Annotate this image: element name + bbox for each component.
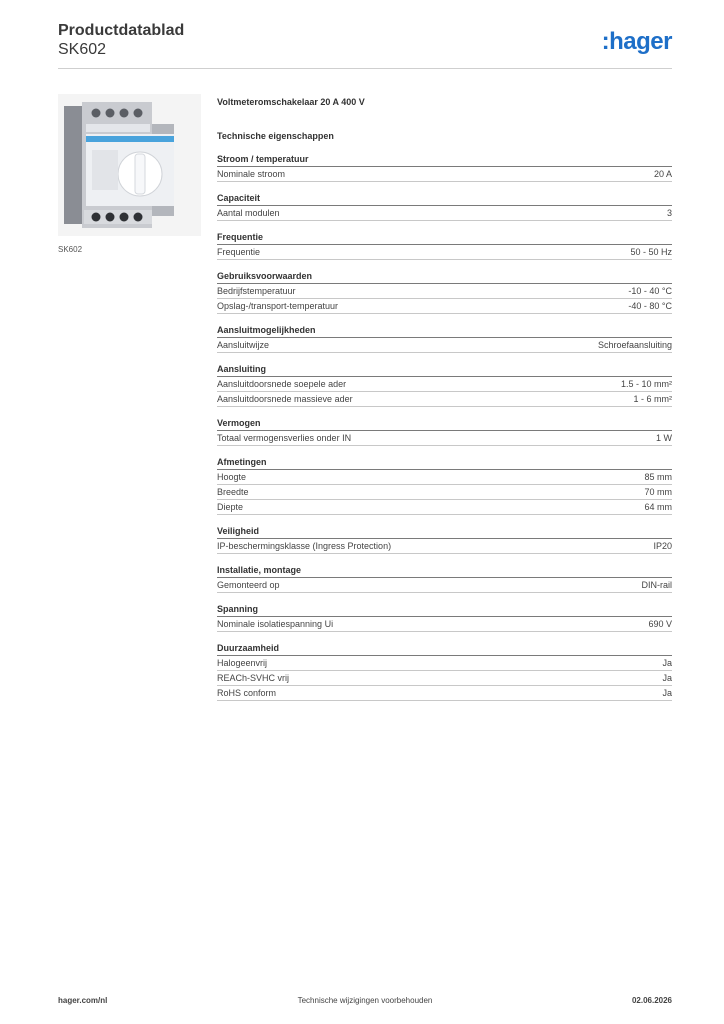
spec-group — [217, 642, 672, 701]
spec-label: Nominale isolatiespanning Ui — [217, 619, 334, 629]
spec-value: IP20 — [653, 541, 672, 551]
spec-group — [217, 231, 672, 260]
spec-value: Ja — [662, 658, 672, 668]
spec-label: RoHS conform — [217, 688, 277, 698]
spec-label: Diepte — [217, 502, 244, 512]
spec-row — [217, 500, 672, 515]
spec-label: Aantal modulen — [217, 208, 280, 218]
switch-device-illustration — [58, 94, 201, 236]
spec-row — [217, 656, 672, 671]
spec-row — [217, 578, 672, 593]
spec-row — [217, 299, 672, 314]
spec-label: Frequentie — [217, 247, 261, 257]
group-title: Capaciteit — [217, 192, 672, 206]
page-footer — [58, 996, 672, 1012]
spec-value: 1 W — [655, 433, 672, 443]
spec-label: Hoogte — [217, 472, 247, 482]
spec-groups — [217, 153, 672, 701]
spec-value: 690 V — [648, 619, 672, 629]
spec-value: Ja — [662, 673, 672, 683]
spec-group — [217, 153, 672, 182]
group-title: Aansluitmogelijkheden — [217, 324, 672, 338]
product-code: SK602 — [58, 41, 107, 58]
group-title: Duurzaamheid — [217, 642, 672, 656]
spec-value: DIN-rail — [641, 580, 672, 590]
spec-label: Aansluitwijze — [217, 340, 270, 350]
page-title: Productdatablad — [58, 22, 185, 39]
group-title: Veiligheid — [217, 525, 672, 539]
section-title: Technische eigenschappen — [217, 131, 334, 141]
spec-value: 20 A — [653, 169, 672, 179]
spec-label: Nominale stroom — [217, 169, 286, 179]
spec-row — [217, 539, 672, 554]
spec-row — [217, 392, 672, 407]
spec-row — [217, 671, 672, 686]
spec-value: 3 — [666, 208, 672, 218]
spec-row — [217, 377, 672, 392]
website-link[interactable]: hager.com/nl — [58, 996, 108, 1005]
spec-label: Gemonteerd op — [217, 580, 280, 590]
group-title: Afmetingen — [217, 456, 672, 470]
spec-value: 64 mm — [644, 502, 672, 512]
group-title: Installatie, montage — [217, 564, 672, 578]
spec-group — [217, 417, 672, 446]
image-caption: SK602 — [58, 245, 83, 254]
spec-row — [217, 338, 672, 353]
spec-row — [217, 284, 672, 299]
spec-group — [217, 456, 672, 515]
spec-row — [217, 431, 672, 446]
spec-group — [217, 564, 672, 593]
spec-label: Opslag-/transport-temperatuur — [217, 301, 339, 311]
product-name: Voltmeteromschakelaar 20 A 400 V — [217, 97, 365, 107]
hager-logo: :hager — [601, 28, 672, 55]
disclaimer: Technische wijzigingen voorbehouden — [297, 996, 433, 1005]
spec-group — [217, 363, 672, 407]
spec-row — [217, 485, 672, 500]
spec-value: Schroefaansluiting — [597, 340, 672, 350]
spec-value: Ja — [662, 688, 672, 698]
spec-label: IP-beschermingsklasse (Ingress Protection) — [217, 541, 392, 551]
spec-label: Bedrijfstemperatuur — [217, 286, 296, 296]
page-header — [58, 22, 672, 69]
spec-row — [217, 470, 672, 485]
group-title: Spanning — [217, 603, 672, 617]
spec-group — [217, 270, 672, 314]
spec-row — [217, 617, 672, 632]
spec-value: 85 mm — [644, 472, 672, 482]
spec-label: Halogeenvrij — [217, 658, 268, 668]
spec-label: Breedte — [217, 487, 249, 497]
product-image — [58, 94, 201, 236]
spec-row — [217, 245, 672, 260]
date: 02.06.2026 — [631, 996, 672, 1005]
group-title: Vermogen — [217, 417, 672, 431]
spec-row — [217, 686, 672, 701]
spec-label: REACh-SVHC vrij — [217, 673, 290, 683]
spec-label: Totaal vermogensverlies onder IN — [217, 433, 352, 443]
spec-group — [217, 192, 672, 221]
spec-content — [217, 95, 672, 701]
group-title: Stroom / temperatuur — [217, 153, 672, 167]
spec-group — [217, 525, 672, 554]
group-title: Frequentie — [217, 231, 672, 245]
spec-value: 1.5 - 10 mm² — [620, 379, 672, 389]
spec-row — [217, 206, 672, 221]
spec-value: 70 mm — [644, 487, 672, 497]
spec-value: 1 - 6 mm² — [633, 394, 672, 404]
spec-value: -40 - 80 °C — [628, 301, 672, 311]
spec-group — [217, 324, 672, 353]
spec-row — [217, 167, 672, 182]
spec-label: Aansluitdoorsnede soepele ader — [217, 379, 347, 389]
spec-value: -10 - 40 °C — [628, 286, 672, 296]
group-title: Gebruiksvoorwaarden — [217, 270, 672, 284]
spec-group — [217, 603, 672, 632]
spec-label: Aansluitdoorsnede massieve ader — [217, 394, 353, 404]
group-title: Aansluiting — [217, 363, 672, 377]
spec-value: 50 - 50 Hz — [630, 247, 672, 257]
